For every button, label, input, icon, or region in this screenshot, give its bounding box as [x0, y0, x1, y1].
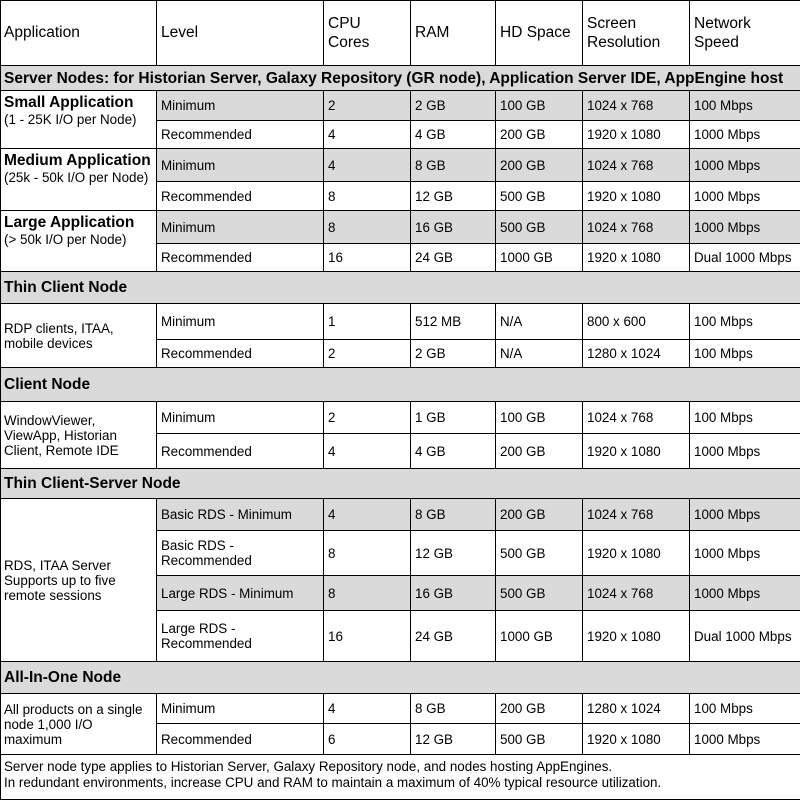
row-aio-rec-net: 1000 Mbps [690, 724, 800, 755]
row-client-rec-cpu: 4 [324, 434, 411, 469]
row-small-min-hd: 100 GB [496, 91, 583, 121]
row-tcs-large-rec-res: 1920 x 1080 [583, 611, 690, 662]
row-small-rec-res: 1920 x 1080 [583, 121, 690, 149]
footnotes [0, 755, 800, 800]
row-medium-rec-level: Recommended [157, 182, 324, 211]
row-client-rec-hd: 200 GB [496, 434, 583, 469]
row-thin-min-res: 800 x 600 [583, 304, 690, 340]
row-large-rec-cpu: 16 [324, 244, 411, 272]
desc-thin-client: RDP clients, ITAA, mobile devices [0, 304, 157, 368]
row-tcs-large-min-net: 1000 Mbps [690, 576, 800, 611]
row-client-min-cpu: 2 [324, 402, 411, 434]
row-aio-min-res: 1280 x 1024 [583, 694, 690, 724]
row-tcs-large-min-level: Large RDS - Minimum [157, 576, 324, 611]
app-small-subtitle: (1 - 25K I/O per Node) [4, 112, 137, 127]
row-tcs-basic-min-cpu: 4 [324, 499, 411, 531]
row-thin-rec-res: 1280 x 1024 [583, 340, 690, 368]
app-large [0, 211, 157, 272]
row-large-rec-ram: 24 GB [411, 244, 496, 272]
row-client-min-ram: 1 GB [411, 402, 496, 434]
section-server: Server Nodes: for Historian Server, Galaxy Repository (GR node), Application Server IDE, AppEngine host [0, 66, 800, 91]
row-thin-rec-cpu: 2 [324, 340, 411, 368]
row-small-rec-ram: 4 GB [411, 121, 496, 149]
row-large-min-net: 1000 Mbps [690, 211, 800, 244]
row-thin-min-ram: 512 MB [411, 304, 496, 340]
section-all-in-one: All-In-One Node [0, 662, 800, 694]
header-ram: RAM [411, 0, 496, 66]
header-application: Application [0, 0, 157, 66]
row-client-rec-ram: 4 GB [411, 434, 496, 469]
row-small-rec-net: 1000 Mbps [690, 121, 800, 149]
desc-thin-client-server: RDS, ITAA Server Supports up to five remote sessions [0, 499, 157, 662]
row-small-min-cpu: 2 [324, 91, 411, 121]
header-cpu: CPU Cores [324, 0, 411, 66]
row-large-min-hd: 500 GB [496, 211, 583, 244]
row-aio-min-net: 100 Mbps [690, 694, 800, 724]
row-large-rec-net: Dual 1000 Mbps [690, 244, 800, 272]
row-tcs-basic-min-level: Basic RDS - Minimum [157, 499, 324, 531]
row-aio-rec-res: 1920 x 1080 [583, 724, 690, 755]
row-tcs-basic-rec-hd: 500 GB [496, 531, 583, 576]
row-thin-rec-level: Recommended [157, 340, 324, 368]
row-large-min-cpu: 8 [324, 211, 411, 244]
section-client: Client Node [0, 368, 800, 402]
row-aio-rec-level: Recommended [157, 724, 324, 755]
row-tcs-large-rec-level: Large RDS - Recommended [157, 611, 324, 662]
app-medium-subtitle: (25k - 50k I/O per Node) [4, 170, 149, 185]
app-large-subtitle: (> 50k I/O per Node) [4, 232, 127, 247]
app-large-title: Large Application [4, 214, 135, 231]
row-medium-min-ram: 8 GB [411, 149, 496, 182]
row-medium-rec-cpu: 8 [324, 182, 411, 211]
row-thin-min-net: 100 Mbps [690, 304, 800, 340]
row-medium-min-hd: 200 GB [496, 149, 583, 182]
row-medium-rec-res: 1920 x 1080 [583, 182, 690, 211]
row-tcs-basic-min-ram: 8 GB [411, 499, 496, 531]
row-small-rec-cpu: 4 [324, 121, 411, 149]
row-tcs-basic-rec-res: 1920 x 1080 [583, 531, 690, 576]
row-aio-rec-cpu: 6 [324, 724, 411, 755]
row-small-min-level: Minimum [157, 91, 324, 121]
row-large-rec-level: Recommended [157, 244, 324, 272]
row-tcs-large-min-cpu: 8 [324, 576, 411, 611]
row-tcs-basic-rec-level: Basic RDS - Recommended [157, 531, 324, 576]
row-small-min-net: 100 Mbps [690, 91, 800, 121]
desc-all-in-one: All products on a single node 1,000 I/O maximum [0, 694, 157, 755]
row-medium-min-net: 1000 Mbps [690, 149, 800, 182]
row-medium-min-res: 1024 x 768 [583, 149, 690, 182]
app-medium-title: Medium Application [4, 152, 151, 169]
desc-client: WindowViewer, ViewApp, Historian Client, Remote IDE [0, 402, 157, 469]
row-client-min-hd: 100 GB [496, 402, 583, 434]
row-tcs-large-min-ram: 16 GB [411, 576, 496, 611]
section-thin-client-server: Thin Client-Server Node [0, 469, 800, 499]
row-medium-rec-hd: 500 GB [496, 182, 583, 211]
row-large-rec-res: 1920 x 1080 [583, 244, 690, 272]
row-client-min-res: 1024 x 768 [583, 402, 690, 434]
row-small-rec-level: Recommended [157, 121, 324, 149]
row-large-min-ram: 16 GB [411, 211, 496, 244]
row-small-min-res: 1024 x 768 [583, 91, 690, 121]
row-client-rec-net: 1000 Mbps [690, 434, 800, 469]
row-aio-min-ram: 8 GB [411, 694, 496, 724]
row-tcs-basic-min-hd: 200 GB [496, 499, 583, 531]
footnote-1: Server node type applies to Historian Server, Galaxy Repository node, and nodes hosting AppEngines. [4, 759, 613, 774]
row-aio-min-cpu: 4 [324, 694, 411, 724]
app-small [0, 91, 157, 149]
header-res: Screen Resolution [583, 0, 690, 66]
row-aio-rec-hd: 500 GB [496, 724, 583, 755]
row-tcs-large-rec-net: Dual 1000 Mbps [690, 611, 800, 662]
app-medium [0, 149, 157, 211]
row-aio-min-level: Minimum [157, 694, 324, 724]
row-tcs-basic-rec-cpu: 8 [324, 531, 411, 576]
row-tcs-large-min-res: 1024 x 768 [583, 576, 690, 611]
row-thin-min-cpu: 1 [324, 304, 411, 340]
footnote-2: In redundant environments, increase CPU and RAM to maintain a maximum of 40% typical resource utilization. [4, 775, 662, 790]
row-tcs-large-rec-ram: 24 GB [411, 611, 496, 662]
row-thin-min-level: Minimum [157, 304, 324, 340]
row-small-rec-hd: 200 GB [496, 121, 583, 149]
row-tcs-basic-min-res: 1024 x 768 [583, 499, 690, 531]
row-large-min-level: Minimum [157, 211, 324, 244]
row-medium-min-level: Minimum [157, 149, 324, 182]
row-thin-min-hd: N/A [496, 304, 583, 340]
row-medium-min-cpu: 4 [324, 149, 411, 182]
row-client-rec-res: 1920 x 1080 [583, 434, 690, 469]
row-thin-rec-hd: N/A [496, 340, 583, 368]
header-hd: HD Space [496, 0, 583, 66]
row-thin-rec-ram: 2 GB [411, 340, 496, 368]
row-tcs-basic-rec-net: 1000 Mbps [690, 531, 800, 576]
row-tcs-basic-rec-ram: 12 GB [411, 531, 496, 576]
section-thin-client: Thin Client Node [0, 272, 800, 304]
row-large-rec-hd: 1000 GB [496, 244, 583, 272]
row-medium-rec-net: 1000 Mbps [690, 182, 800, 211]
row-medium-rec-ram: 12 GB [411, 182, 496, 211]
header-net: Network Speed [690, 0, 800, 66]
row-aio-rec-ram: 12 GB [411, 724, 496, 755]
row-tcs-basic-min-net: 1000 Mbps [690, 499, 800, 531]
row-large-min-res: 1024 x 768 [583, 211, 690, 244]
row-client-min-net: 100 Mbps [690, 402, 800, 434]
app-small-title: Small Application [4, 94, 134, 111]
row-tcs-large-rec-cpu: 16 [324, 611, 411, 662]
header-level: Level [157, 0, 324, 66]
row-tcs-large-rec-hd: 1000 GB [496, 611, 583, 662]
row-aio-min-hd: 200 GB [496, 694, 583, 724]
row-client-rec-level: Recommended [157, 434, 324, 469]
row-client-min-level: Minimum [157, 402, 324, 434]
row-small-min-ram: 2 GB [411, 91, 496, 121]
row-thin-rec-net: 100 Mbps [690, 340, 800, 368]
row-tcs-large-min-hd: 500 GB [496, 576, 583, 611]
